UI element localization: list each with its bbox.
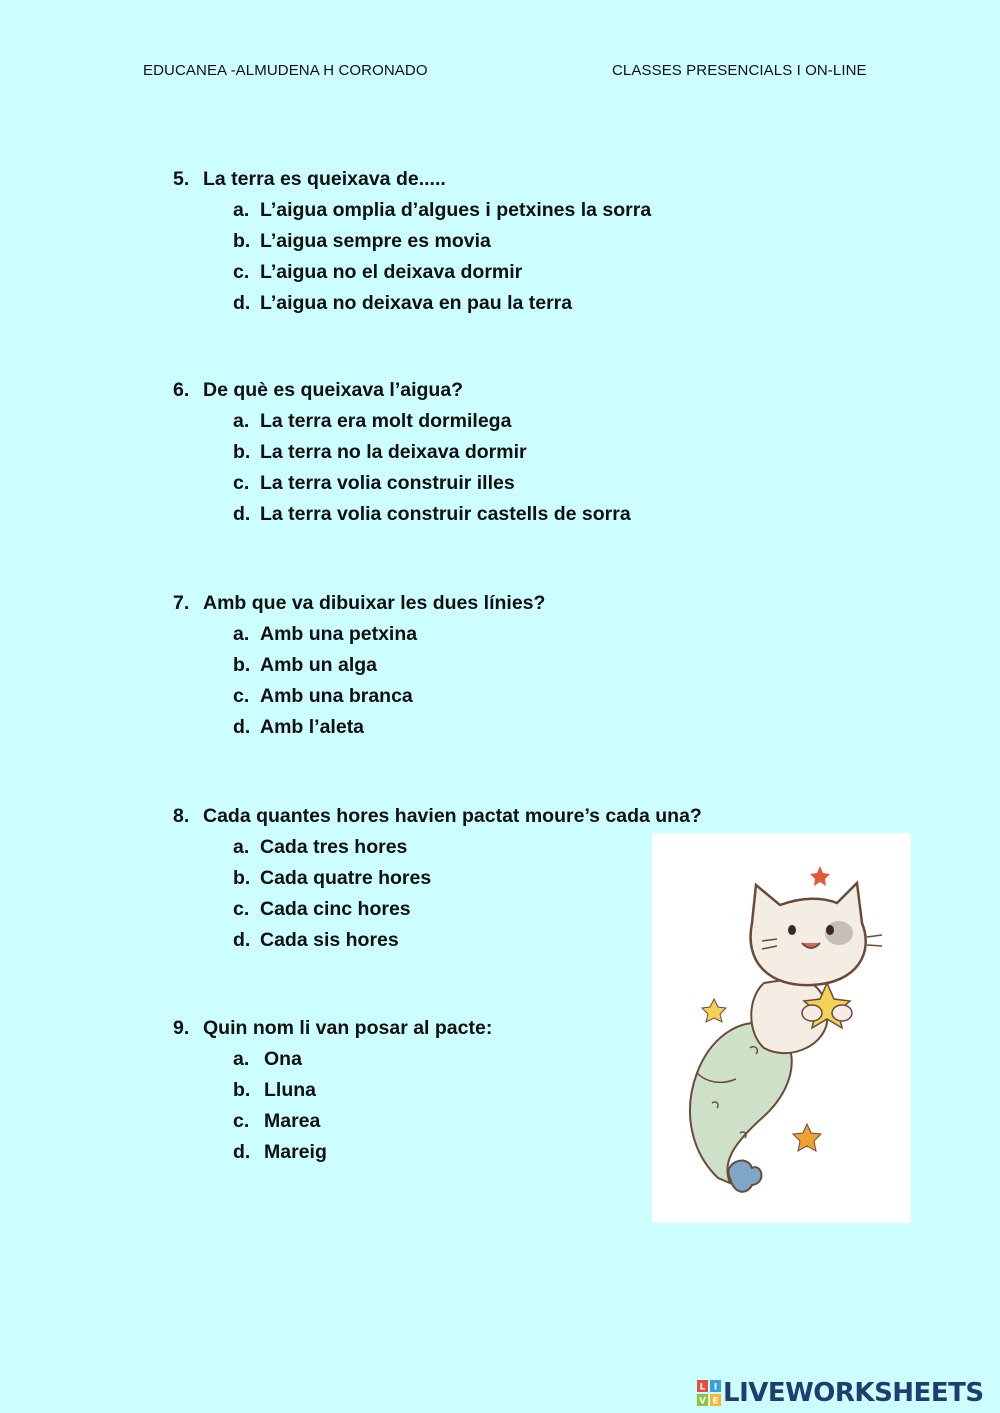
question-text: La terra es queixava de.....	[203, 168, 446, 190]
question-9	[173, 1013, 492, 1168]
header-classes: CLASSES PRESENCIALS I ON-LINE	[612, 62, 867, 79]
question-text: De què es queixava l’aigua?	[203, 379, 464, 401]
option-6c[interactable]: c. La terra volia construir illes	[233, 472, 515, 494]
brand-name: LIVEWORKSHEETS	[723, 1378, 984, 1408]
option-8d[interactable]: d. Cada sis hores	[233, 929, 399, 951]
option-7c[interactable]: c. Amb una branca	[233, 685, 413, 707]
option-7b[interactable]: b. Amb un alga	[233, 654, 378, 676]
option-9b[interactable]: b. Lluna	[233, 1079, 316, 1101]
option-6d[interactable]: d. La terra volia construir castells de sorra	[233, 503, 631, 525]
option-6b[interactable]: b. La terra no la deixava dormir	[233, 441, 527, 463]
option-5c[interactable]: c. L’aigua no el deixava dormir	[233, 261, 523, 283]
question-text: Cada quantes hores havien pactat moure’s cada una?	[203, 805, 702, 827]
option-5a[interactable]: a. L’aigua omplia d’algues i petxines la sorra	[233, 199, 652, 221]
logo-letter: L	[699, 1382, 706, 1393]
question-number: 9.	[173, 1017, 190, 1039]
option-7a[interactable]: a. Amb una petxina	[233, 623, 418, 645]
option-7d[interactable]: d. Amb l’aleta	[233, 716, 365, 738]
liveworksheets-logo-icon	[697, 1380, 721, 1406]
option-9c[interactable]: c. Marea	[233, 1110, 321, 1132]
question-number: 8.	[173, 805, 190, 827]
liveworksheets-brand[interactable]	[697, 1377, 984, 1409]
option-5b[interactable]: b. L’aigua sempre es movia	[233, 230, 491, 252]
mermaid-cat-illustration	[652, 833, 911, 1223]
option-8b[interactable]: b. Cada quatre hores	[233, 867, 432, 889]
header-author: EDUCANEA -ALMUDENA H CORONADO	[143, 62, 428, 79]
option-5d[interactable]: d. L’aigua no deixava en pau la terra	[233, 292, 573, 314]
question-number: 6.	[173, 379, 190, 401]
question-8	[173, 801, 702, 956]
option-9a[interactable]: a. Ona	[233, 1048, 302, 1070]
question-text: Quin nom li van posar al pacte:	[203, 1017, 493, 1039]
option-8c[interactable]: c. Cada cinc hores	[233, 898, 411, 920]
question-number: 7.	[173, 592, 190, 614]
logo-letter: E	[712, 1396, 719, 1406]
question-text: Amb que va dibuixar les dues línies?	[203, 592, 546, 614]
question-number: 5.	[173, 168, 190, 190]
logo-letter: I	[713, 1382, 718, 1393]
option-6a[interactable]: a. La terra era molt dormilega	[233, 410, 512, 432]
question-7	[173, 588, 545, 743]
question-5	[173, 164, 651, 319]
logo-letter: V	[699, 1396, 706, 1406]
question-6	[173, 375, 631, 530]
option-8a[interactable]: a. Cada tres hores	[233, 836, 408, 858]
option-9d[interactable]: d. Mareig	[233, 1141, 327, 1163]
